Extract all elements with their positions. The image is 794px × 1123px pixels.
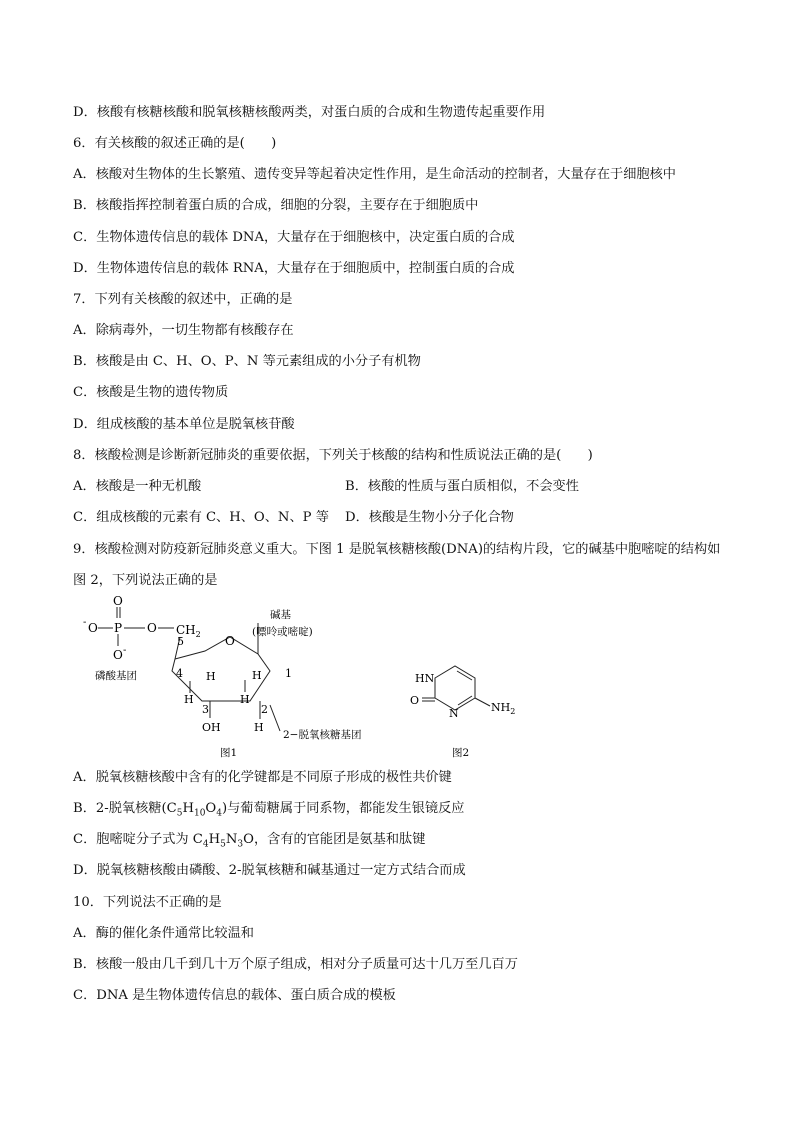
question-8-option-a: A．核酸是一种无机酸: [73, 479, 202, 494]
carbon-3-number: 3: [202, 703, 209, 716]
question-9-option-d: D．脱氧核糖核酸由磷酸、2-脱氧核糖和碱基通过一定方式结合而成: [73, 863, 466, 878]
figure-2-caption: 图2: [452, 747, 470, 759]
figure-1-caption: 图1: [220, 747, 238, 759]
hydrogen-d: H: [240, 693, 250, 706]
question-8-stem: 8．核酸检测是诊断新冠肺炎的重要依据，下列关于核酸的结构和性质说法正确的是( ): [73, 448, 593, 463]
carbon-4-number: 4: [176, 667, 183, 680]
question-6-option-a: A．核酸对生物体的生长繁殖、遗传变异等起着决定性作用，是生命活动的控制者，大量存在于细胞核中: [73, 167, 676, 182]
hydrogen-c: H: [252, 669, 262, 682]
phosphate-group-label: 磷酸基团: [95, 670, 137, 682]
question-10-option-a: A．酶的催化条件通常比较温和: [73, 926, 254, 941]
question-9-option-b: B．2-脱氧核糖$(C_5H_{10}O_4)$与葡萄糖属于同系物，都能发生银镜反应: [73, 801, 465, 819]
question-7-option-a: A．除病毒外，一切生物都有核酸存在: [73, 323, 294, 338]
ring-oxygen-label: O: [225, 634, 235, 648]
hydrogen-e: H: [254, 721, 264, 734]
base-sub-label: (嘌呤或嘧啶): [252, 626, 313, 638]
amino-group-label: $NH_2$: [491, 701, 516, 716]
question-9-option-a: A．脱氧核糖核酸中含有的化学键都是不同原子形成的极性共价键: [73, 770, 452, 785]
question-8-option-b: B．核酸的性质与蛋白质相似，不会变性: [345, 479, 579, 494]
phosphate-o-bottom: O: [113, 648, 123, 662]
hydroxyl-label: OH: [202, 721, 221, 734]
question-6-stem: 6．有关核酸的叙述正确的是( ): [73, 136, 277, 151]
phosphate-o-right: O: [147, 621, 157, 635]
question-6-option-c: C．生物体遗传信息的载体 DNA，大量存在于细胞核中，决定蛋白质的合成: [73, 230, 515, 245]
deoxyribose-group-label: 2−脱氧核糖基团: [283, 729, 362, 741]
question-10-option-c: C．DNA 是生物体遗传信息的载体、蛋白质合成的模板: [73, 988, 396, 1003]
question-9-option-c: C．胞嘧啶分子式为 $C_4H_5N_3O$，含有的官能团是氨基和肽键: [73, 832, 426, 850]
phosphate-o-left: O: [88, 621, 98, 635]
phosphorus-label: P: [114, 621, 123, 635]
cytosine-oxygen-label: O: [410, 694, 420, 707]
question-7-option-b: B．核酸是由 C、H、O、P、N 等元素组成的小分子有机物: [73, 354, 421, 369]
charge-minus-bottom: -: [123, 645, 127, 656]
question-6-option-d: D．生物体遗传信息的载体 RNA，大量存在于细胞质中，控制蛋白质的合成: [73, 261, 515, 276]
question-7-stem: 7．下列有关核酸的叙述中，正确的是: [73, 292, 293, 307]
cytosine-nitrogen-label: N: [449, 707, 459, 720]
base-label: 碱基: [270, 609, 291, 621]
carbon-1-number: 1: [285, 667, 292, 680]
cytosine-hn-label: HN: [415, 672, 435, 685]
question-7-option-d: D．组成核酸的基本单位是脱氧核苷酸: [73, 417, 295, 432]
question-5-option-d: D．核酸有核糖核酸和脱氧核糖核酸两类，对蛋白质的合成和生物遗传起重要作用: [73, 105, 546, 120]
charge-minus-left: -: [83, 617, 87, 628]
hydrogen-b: H: [184, 693, 194, 706]
hydrogen-a: H: [206, 670, 216, 683]
question-10-option-b: B．核酸一般由几千到几十万个原子组成，相对分子质量可达十几万至几百万: [73, 957, 518, 972]
question-9-stem: 9．核酸检测对防疫新冠肺炎意义重大。下图 1 是脱氧核糖核酸(DNA)的结构片段，它的碱基中胞嘧啶的结构如图 2，下列说法正确的是: [73, 542, 721, 588]
ch2-label: $CH_2$: [176, 623, 201, 639]
phosphate-o-top: O: [113, 594, 123, 608]
question-6-option-b: B．核酸指挥控制着蛋白质的合成，细胞的分裂，主要存在于细胞质中: [73, 198, 479, 213]
question-10-stem: 10．下列说法不正确的是: [73, 895, 222, 910]
question-8-option-d: D．核酸是生物小分子化合物: [345, 510, 514, 525]
carbon-5-number: 5: [177, 635, 184, 648]
question-7-option-c: C．核酸是生物的遗传物质: [73, 385, 229, 400]
question-8-option-c: C．组成核酸的元素有 C、H、O、N、P 等: [73, 510, 329, 525]
dna-structure-figure: [80, 593, 530, 763]
carbon-2-number: 2: [261, 703, 268, 716]
